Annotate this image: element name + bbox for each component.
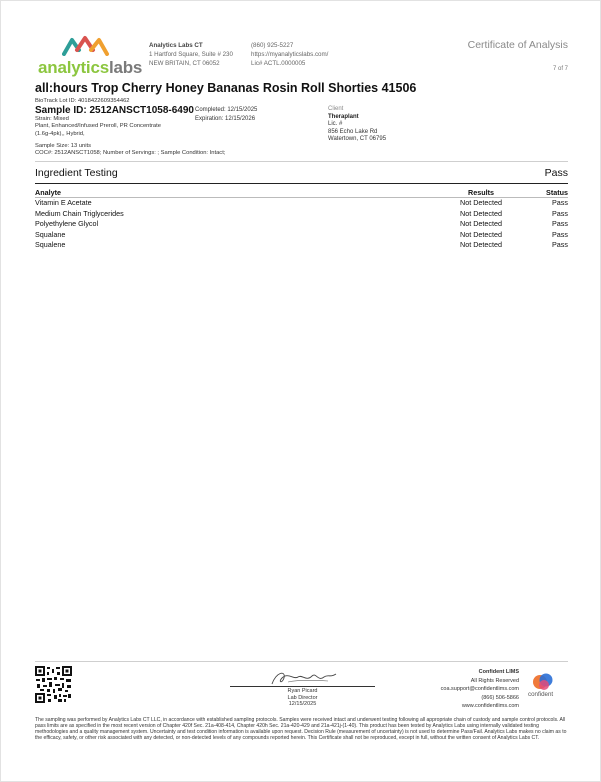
lims-name: Confident LIMS xyxy=(478,669,519,675)
status-cell: Pass xyxy=(552,219,568,229)
expiration-date: Expiration: 12/15/2026 xyxy=(195,115,256,122)
confident-logo-text: confident xyxy=(528,691,554,698)
lab-website[interactable]: https://myanalyticslabs.com/ xyxy=(251,51,329,58)
table-row xyxy=(35,198,568,209)
lims-support-email[interactable]: coa.support@confidentlims.com xyxy=(440,686,519,693)
column-header-results: Results xyxy=(436,188,526,198)
biotrack-lot-id: BioTrack Lot ID: 4018422609354462 xyxy=(35,98,130,104)
sample-id: Sample ID: 2512ANSCT1058-6490 xyxy=(35,105,194,116)
signer-name: Ryan Picard xyxy=(287,688,318,694)
confident-logo-icon xyxy=(531,672,555,692)
lab-address-line1: 1 Hartford Square, Suite # 230 xyxy=(149,51,233,58)
signer-block xyxy=(230,688,375,708)
analyte-cell: Squalene xyxy=(35,240,66,250)
signer-title: Lab Director xyxy=(287,694,318,701)
dates-block xyxy=(195,106,257,123)
lims-info-block xyxy=(441,668,519,711)
footer-divider xyxy=(35,661,568,662)
lims-rights: All Rights Reserved xyxy=(470,677,519,684)
lims-support-phone: (866) 506-5866 xyxy=(481,694,519,701)
coc-line: COC#: 2512ANSCT1058; Number of Servings: ; Sample Condition: Intact; xyxy=(35,150,226,156)
status-cell: Pass xyxy=(552,240,568,250)
client-license: Lic. # xyxy=(328,121,343,128)
analyte-cell: Squalane xyxy=(35,229,66,239)
lab-phone: (860) 925-5227 xyxy=(251,42,294,49)
strain: Strain: Mixed xyxy=(35,116,69,122)
lab-license: Lic# ACTL.0000005 xyxy=(251,60,306,67)
product-title: all:hours Trop Cherry Honey Bananas Rosin Roll Shorties 41506 xyxy=(35,81,417,95)
signature-line xyxy=(230,686,375,687)
analyte-cell: Vitamin E Acetate xyxy=(35,198,92,207)
client-address1: 856 Echo Lake Rd xyxy=(328,128,378,135)
document-title: Certificate of Analysis xyxy=(467,39,568,51)
status-cell: Pass xyxy=(552,229,568,239)
result-cell: Not Detected xyxy=(460,198,502,207)
section-title-ingredient-testing: Ingredient Testing xyxy=(35,167,118,179)
sample-size: Sample Size: 13 units xyxy=(35,143,92,149)
lims-website[interactable]: www.confidentlims.com xyxy=(461,703,519,710)
result-cell: Not Detected xyxy=(460,240,502,250)
completed-date: Completed: 12/15/2025 xyxy=(195,107,258,113)
section-divider xyxy=(35,161,568,162)
column-header-status: Status xyxy=(526,188,568,198)
ingredient-testing-table xyxy=(35,188,568,251)
analyte-cell: Polyethylene Glycol xyxy=(35,219,99,229)
signature-image xyxy=(268,668,340,688)
column-header-analyte: Analyte xyxy=(35,188,436,198)
result-cell: Not Detected xyxy=(460,208,502,218)
client-block xyxy=(328,106,386,144)
status-cell: Pass xyxy=(552,198,568,207)
table-row xyxy=(35,230,568,241)
status-cell: Pass xyxy=(552,208,568,218)
lab-contact-block xyxy=(251,41,328,68)
client-label: Client xyxy=(328,106,344,112)
qr-code[interactable] xyxy=(35,666,72,703)
table-row xyxy=(35,240,568,251)
disclaimer-text: The sampling was performed by Analytics Labs CT LLC, in accordance with established sampling protocols. Samples were received intact and underwent testing following all appropriate chain of custody and sample control protocols. All pass limits are as specified in the most recent version of Chapter 420f Sec. 21a-408-414, Chapter 420h Sec. 21a-420-429 and 21a-421j-(1-40). This product has been tested by Analytics Labs using internally validated testing methodologies and a quality management system. Uncertainty and test condition information is available upon request. Decision Rule (measurement of uncertainty) is not used to determine Pass/Fail. Analytics Labs makes no claim as to the efficacy, safety, or other risk associated with any detected, or non-detected levels of any compounds reported herein. This Certificate shall not be reproduced, except in full, without the written consent of Analytics Labs CT. xyxy=(35,717,567,741)
section-title-underline xyxy=(35,183,568,184)
analytics-labs-logo-icon xyxy=(62,34,110,56)
sign-date: 12/15/2025 xyxy=(288,701,317,707)
result-cell: Not Detected xyxy=(460,229,502,239)
table-row xyxy=(35,209,568,220)
lab-name: Analytics Labs CT xyxy=(149,42,203,49)
analytics-labs-logo-text xyxy=(38,58,142,78)
analyte-cell: Medium Chain Triglycerides xyxy=(35,208,124,218)
lab-address-block xyxy=(149,41,233,68)
client-name: Theraplant xyxy=(328,113,359,120)
table-row xyxy=(35,219,568,230)
product-details xyxy=(35,116,161,138)
logo-word-labs: labs xyxy=(108,58,143,77)
lab-address-line2: NEW BRITAIN, CT 06052 xyxy=(149,60,220,67)
product-type-line1: Plant, Enhanced/Infused Preroll, PR Concentrate xyxy=(35,123,161,130)
section-overall-status: Pass xyxy=(544,167,568,179)
logo-word-analytics: analytics xyxy=(38,58,109,77)
client-address2: Watertown, CT 06795 xyxy=(328,136,387,143)
table-header-row xyxy=(35,188,568,198)
result-cell: Not Detected xyxy=(460,219,502,229)
product-type-line2: (1.6g-4pk),, Hybrid, xyxy=(35,130,85,137)
page-number: 7 of 7 xyxy=(552,66,568,72)
